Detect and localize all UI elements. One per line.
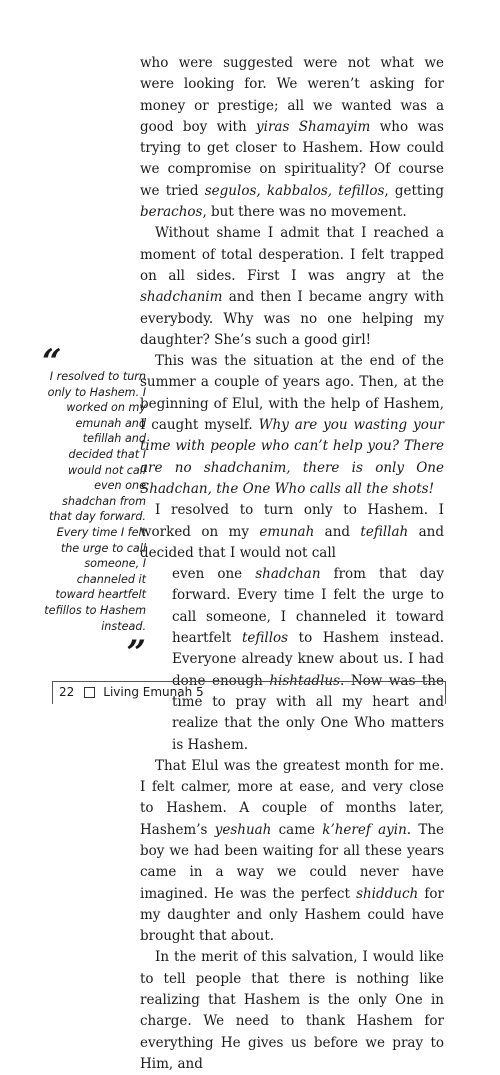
italic-term: tefillos xyxy=(241,630,289,647)
italic-term: Why are you wasting your time with people who can’t help you? There are no shadchanim, there is only One Shadchan, the One Who calls all the shots! xyxy=(140,417,444,497)
italic-term: yiras Shamayim xyxy=(256,118,371,135)
page-number: 22 xyxy=(59,685,75,699)
italic-term: hishtadlus xyxy=(269,672,341,689)
italic-term: shidduch xyxy=(356,885,419,902)
page-footer xyxy=(52,681,446,704)
paragraph: who were suggested were not what we were looking for. We weren’t asking for money or prestige; all we wanted was a good boy with yiras Shamayim who was trying to get closer to Hashem. How could we compromise on spirituality? Of course we tried segulos, kabbalos, tefillos, getting berachos, but there was no movement. xyxy=(140,55,444,221)
paragraph: That Elul was the greatest month for me. I felt calmer, more at ease, and very close to Hashem. A couple of months later, Hashem’s yeshuah came k’heref ayin. The boy we had been waiting for all these years came in a way we could never have imagined. He was the perfect shidduch for my daughter and only Hashem could have brought that about. xyxy=(140,757,445,945)
italic-term: k’heref ayin xyxy=(322,821,407,838)
italic-term: segulos, kabbalos, tefillos xyxy=(204,182,385,199)
paragraph: In the merit of this salvation, I would like to tell people that there is nothing like realizing that Hashem is the only One in charge. We need to thank Hashem for everything He gives us before we pray to Him, and xyxy=(140,949,444,1072)
paragraph: This was the situation at the end of the summer a couple of years ago. Then, at the beginning of Elul, with the help of Hashem, I caught myself. Why are you wasting your time with people who can’t help you? There are no shadchanim, there is only One Shadchan, the One Who calls all the shots! xyxy=(140,353,444,497)
main-text xyxy=(140,53,444,1075)
open-quote-icon: “ xyxy=(42,345,62,369)
paragraph-wrapped: even one shadchan from that day forward. Every time I felt the urge to call someone, I channeled it toward heartfelt tefillos to Hashem instead. Everyone already knew about us. I had done enough hishtadlus. Now was the time to pray with all my heart and realize that the only One Who matters is Hashem. xyxy=(172,566,445,753)
italic-term: yeshuah xyxy=(214,821,272,838)
italic-term: shadchanim xyxy=(140,289,223,306)
paragraph: I resolved to turn only to Hashem. I worked on my emunah and tefillah and decided that I would not call xyxy=(140,502,444,561)
paragraph: Without shame I admit that I reached a moment of total desperation. I felt trapped on all sides. First I was angry at the shadchanim and then I became angry with everybody. Why was no one helping my daughter? She’s such a good girl! xyxy=(140,225,444,348)
italic-term: shadchan xyxy=(255,566,321,583)
square-divider-icon xyxy=(84,687,95,698)
book-title: Living Emunah 5 xyxy=(103,685,204,699)
italic-term: berachos xyxy=(140,204,203,221)
italic-term: tefillah xyxy=(360,523,409,540)
pull-quote xyxy=(40,345,146,660)
italic-term: emunah xyxy=(259,523,315,540)
pull-quote-text: I resolved to turn only to Hashem. I worked on my emunah and tefillah and decided that I would not call even one shadchan from that day forward. Every time I felt the urge to call someone, I channeled it toward heartfelt tefillos to Hashem instead. xyxy=(44,370,146,633)
close-quote-icon: ” xyxy=(126,636,146,661)
